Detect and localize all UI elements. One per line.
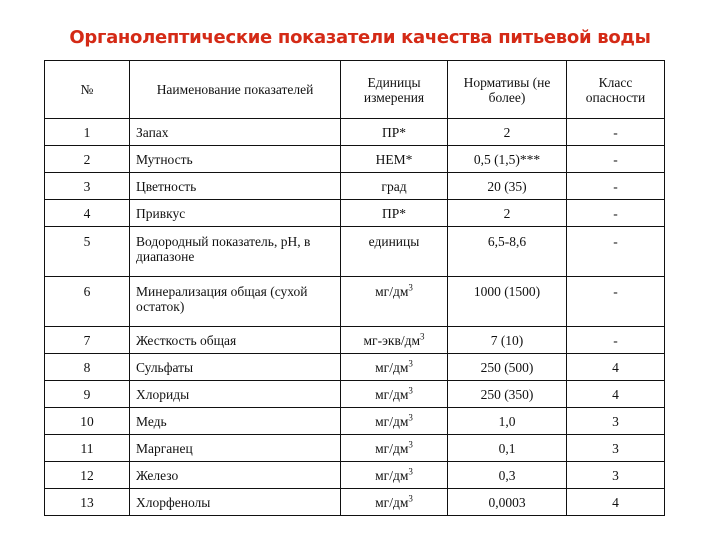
row-name: Запах — [130, 119, 341, 146]
row-name: Железо — [130, 462, 341, 489]
row-class: 3 — [567, 408, 665, 435]
row-class: - — [567, 200, 665, 227]
row-norm: 2 — [448, 200, 567, 227]
row-name: Цветность — [130, 173, 341, 200]
row-num: 5 — [45, 227, 130, 277]
row-class: - — [567, 227, 665, 277]
row-unit: ПР* — [341, 200, 448, 227]
row-norm: 0,5 (1,5)*** — [448, 146, 567, 173]
row-class: 4 — [567, 381, 665, 408]
table-row — [45, 200, 665, 227]
row-num: 1 — [45, 119, 130, 146]
row-num: 2 — [45, 146, 130, 173]
table-row — [45, 381, 665, 408]
table-row — [45, 354, 665, 381]
row-name: Водородный показатель, рН, в диапазоне — [130, 227, 341, 277]
row-name: Мутность — [130, 146, 341, 173]
table-row — [45, 227, 665, 277]
row-class: 4 — [567, 354, 665, 381]
row-unit: $мг/дм^3$ — [341, 489, 448, 516]
row-num: 3 — [45, 173, 130, 200]
row-unit: ПР* — [341, 119, 448, 146]
table-row — [45, 435, 665, 462]
row-norm: 1000 (1500) — [448, 277, 567, 327]
row-name: Хлорфенолы — [130, 489, 341, 516]
row-unit: $мг-экв/дм^3$ — [341, 327, 448, 354]
table-row — [45, 462, 665, 489]
row-unit: НЕМ* — [341, 146, 448, 173]
row-name: Сульфаты — [130, 354, 341, 381]
row-num: 13 — [45, 489, 130, 516]
row-class: 3 — [567, 462, 665, 489]
page-title: Органолептические показатели качества питьевой воды — [69, 27, 651, 48]
row-name: Хлориды — [130, 381, 341, 408]
table-row — [45, 146, 665, 173]
row-unit: $мг/дм^3$ — [341, 462, 448, 489]
row-norm: 0,1 — [448, 435, 567, 462]
row-unit: $мг/дм^3$ — [341, 381, 448, 408]
row-unit: $мг/дм^3$ — [341, 435, 448, 462]
row-class: - — [567, 173, 665, 200]
row-norm: 2 — [448, 119, 567, 146]
table-row — [45, 173, 665, 200]
row-unit: единицы — [341, 227, 448, 277]
table-row — [45, 327, 665, 354]
row-num: 12 — [45, 462, 130, 489]
row-class: 3 — [567, 435, 665, 462]
row-class: 4 — [567, 489, 665, 516]
row-norm: 6,5-8,6 — [448, 227, 567, 277]
row-unit: град — [341, 173, 448, 200]
row-num: 6 — [45, 277, 130, 327]
row-name: Марганец — [130, 435, 341, 462]
row-num: 10 — [45, 408, 130, 435]
row-unit: $мг/дм^3$ — [341, 408, 448, 435]
row-class: - — [567, 277, 665, 327]
header-name: Наименование показателей — [130, 61, 341, 119]
header-norm: Нормативы (не более) — [448, 61, 567, 119]
row-num: 7 — [45, 327, 130, 354]
row-unit: $мг/дм^3$ — [341, 354, 448, 381]
row-norm: 20 (35) — [448, 173, 567, 200]
row-num: 9 — [45, 381, 130, 408]
row-num: 4 — [45, 200, 130, 227]
row-num: 8 — [45, 354, 130, 381]
row-norm: 7 (10) — [448, 327, 567, 354]
row-class: - — [567, 146, 665, 173]
water-quality-table — [44, 60, 665, 516]
row-name: Жесткость общая — [130, 327, 341, 354]
row-norm: 0,0003 — [448, 489, 567, 516]
row-norm: 1,0 — [448, 408, 567, 435]
row-class: - — [567, 327, 665, 354]
header-unit: Единицы измерения — [341, 61, 448, 119]
row-norm: 0,3 — [448, 462, 567, 489]
row-name: Минерализация общая (сухой остаток) — [130, 277, 341, 327]
table-row — [45, 489, 665, 516]
row-name: Медь — [130, 408, 341, 435]
table-row — [45, 408, 665, 435]
table-header-row — [45, 61, 665, 119]
row-class: - — [567, 119, 665, 146]
row-name: Привкус — [130, 200, 341, 227]
row-unit: $мг/дм^3$ — [341, 277, 448, 327]
row-norm: 250 (350) — [448, 381, 567, 408]
header-num: № — [45, 61, 130, 119]
table-row — [45, 119, 665, 146]
table-row — [45, 277, 665, 327]
row-norm: 250 (500) — [448, 354, 567, 381]
row-num: 11 — [45, 435, 130, 462]
header-class: Класс опасности — [567, 61, 665, 119]
